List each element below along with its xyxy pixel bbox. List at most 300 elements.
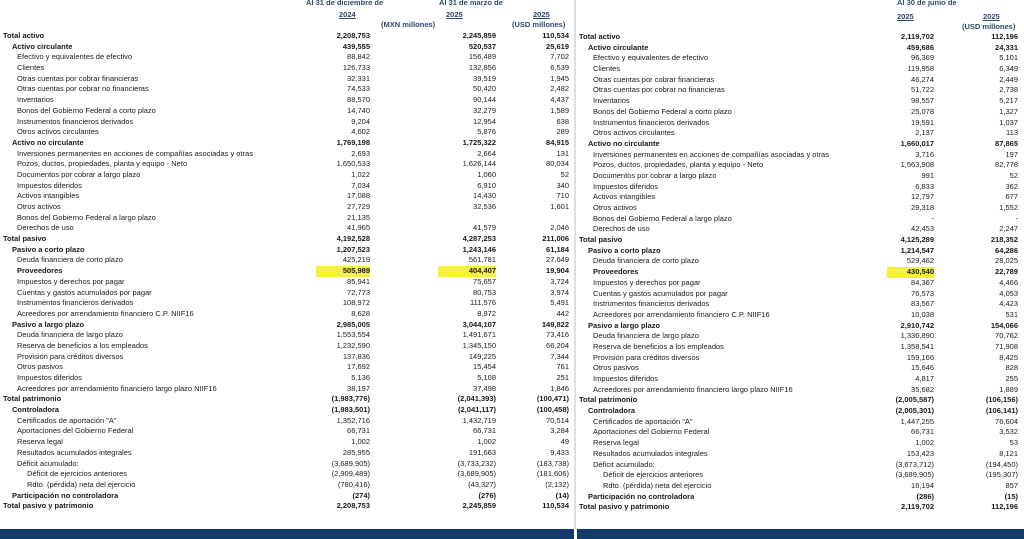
cell-mar-2025-usd: 66,204 (546, 340, 569, 350)
cell-jun-2025-mxn: 1,447,255 (900, 416, 934, 426)
cell-mar-2025-usd: (181,606) (536, 469, 569, 479)
table-row (576, 150, 1024, 161)
table-row (576, 85, 1024, 96)
cell-jun-2025-mxn: (3,689,905) (895, 470, 934, 480)
cell-jun-2025-mxn: 96,369 (911, 53, 934, 63)
cell-mar-2025-mxn: 5,876 (477, 127, 496, 137)
table-row (0, 149, 576, 160)
row-label: Total activo (3, 31, 45, 40)
cell-dec-2024-mxn: (2,909,489) (331, 469, 370, 479)
cell-mar-2025-usd: 2,482 (550, 84, 569, 94)
cell-jun-2025-usd: (106,141) (985, 406, 1018, 416)
table-row (576, 395, 1024, 406)
header-mar-title: Al 31 de marzo de (439, 0, 503, 7)
table-row (0, 245, 576, 256)
cell-jun-2025-usd: 1,327 (999, 106, 1018, 116)
cell-mar-2025-usd: 1,945 (550, 73, 569, 83)
cell-mar-2025-usd: 70,514 (546, 415, 569, 425)
table-row (0, 31, 576, 42)
cell-jun-2025-usd: 857 (1005, 480, 1018, 490)
cell-mar-2025-usd: 340 (556, 180, 569, 190)
cell-jun-2025-mxn: 1,358,541 (900, 341, 934, 351)
cell-jun-2025-usd: 76,604 (995, 416, 1018, 426)
row-label: Deuda financiera de largo plazo (17, 330, 123, 340)
cell-jun-2025-usd: (15) (1004, 491, 1018, 501)
header-usd-unit: (USD millones) (962, 22, 1016, 31)
cell-mar-2025-mxn: 1,243,146 (462, 244, 496, 254)
row-label: Activos intangibles (593, 192, 656, 202)
cell-dec-2024-mxn: (274) (352, 490, 370, 500)
cell-dec-2024-mxn: 108,972 (342, 298, 370, 308)
cell-mar-2025-usd: 6,539 (550, 63, 569, 73)
cell-dec-2024-mxn: 66,731 (347, 426, 370, 436)
row-label: Impuestos y derechos por pagar (593, 277, 701, 287)
row-label: Reserva legal (593, 438, 639, 448)
cell-dec-2024-mxn: 41,965 (347, 223, 370, 233)
row-label: Otras cuentas por cobrar no financieras (17, 84, 149, 94)
cell-jun-2025-mxn: 83,567 (911, 299, 934, 309)
footer-bar (0, 529, 1024, 539)
table-row (576, 481, 1024, 492)
table-row (0, 437, 576, 448)
cell-jun-2025-mxn: (3,673,712) (895, 459, 934, 469)
cell-mar-2025-usd: 2,046 (550, 223, 569, 233)
table-row (0, 138, 576, 149)
row-label: Efectivo y equivalentes de efectivo (17, 52, 133, 62)
table-row (0, 298, 576, 309)
header-year-2025-mxn: 2025 (446, 10, 463, 19)
cell-jun-2025-usd: 677 (1005, 192, 1018, 202)
cell-mar-2025-mxn: 2,245,859 (462, 31, 496, 40)
cell-jun-2025-usd: 64,286 (995, 245, 1018, 255)
row-label: Déficit de ejercicios anteriores (603, 470, 704, 480)
cell-jun-2025-usd: 1,552 (999, 203, 1018, 212)
cell-jun-2025-mxn: 4,817 (915, 374, 934, 383)
cell-jun-2025-usd: 8,121 (999, 448, 1018, 458)
row-label: Instrumentos financieros derivados (17, 116, 134, 126)
table-row (0, 501, 576, 512)
cell-mar-2025-mxn: 111,576 (470, 298, 496, 308)
table-row (0, 181, 576, 192)
cell-dec-2024-mxn: 17,692 (347, 362, 370, 372)
cell-jun-2025-usd: 255 (1005, 374, 1018, 383)
row-label: Otras cuentas por cobrar financieras (17, 73, 139, 83)
cell-dec-2024-mxn: 14,740 (347, 105, 370, 115)
cell-mar-2025-mxn: 90,144 (473, 95, 496, 105)
cell-jun-2025-usd: 24,331 (995, 42, 1018, 52)
cell-jun-2025-usd: 52 (1009, 170, 1018, 180)
row-label: Activo circulante (12, 41, 73, 51)
cell-mar-2025-mxn: 191,663 (468, 447, 496, 457)
cell-mar-2025-mxn: 75,657 (473, 276, 496, 286)
table-row (0, 106, 576, 117)
footer-gap (574, 529, 577, 539)
row-label: Impuestos y derechos por pagar (17, 276, 125, 286)
row-label: Provisión para créditos diversos (17, 351, 124, 361)
right-table-body (576, 32, 1024, 513)
row-label: Efectivo y equivalentes de efectivo (593, 53, 709, 63)
table-row (0, 491, 576, 502)
cell-mar-2025-mxn: 2,664 (477, 148, 496, 158)
row-label: Impuestos diferidos (593, 374, 659, 383)
cell-jun-2025-mxn: 46,274 (911, 74, 934, 84)
row-label: Aportaciones del Gobierno Federal (593, 427, 710, 437)
row-label: Activo circulante (588, 42, 649, 52)
table-row (576, 53, 1024, 64)
row-label: Total patrimonio (3, 394, 62, 404)
row-label: Otras cuentas por cobrar financieras (593, 74, 715, 84)
table-row (576, 139, 1024, 150)
cell-jun-2025-usd: 154,066 (990, 320, 1018, 330)
table-row (576, 256, 1024, 267)
table-row (576, 246, 1024, 257)
cell-dec-2024-mxn: 2,208,753 (336, 501, 370, 511)
row-label: Otros activos (593, 203, 637, 212)
row-label: Pasivo a corto plazo (588, 245, 661, 255)
cell-dec-2024-mxn: (3,689,905) (331, 458, 370, 468)
cell-jun-2025-usd: 531 (1005, 309, 1018, 319)
cell-mar-2025-usd: 131 (556, 148, 569, 158)
cell-jun-2025-usd: 22,789 (995, 267, 1018, 277)
cell-mar-2025-mxn: (2,041,117) (458, 405, 496, 415)
table-row (0, 320, 576, 331)
table-row (576, 331, 1024, 342)
cell-mar-2025-mxn: 41,579 (473, 223, 496, 233)
row-label: Bonos del Gobierno Federal a largo plazo (17, 212, 156, 222)
cell-mar-2025-mxn: (43,327) (468, 479, 496, 489)
row-label: Bonos del Gobierno Federal a corto plazo (593, 106, 732, 116)
table-row (576, 406, 1024, 417)
cell-mar-2025-usd: 710 (556, 191, 569, 201)
cell-dec-2024-mxn: 88,842 (347, 52, 370, 62)
cell-dec-2024-mxn: 88,570 (347, 95, 370, 105)
table-row (576, 224, 1024, 235)
cell-jun-2025-usd: 4,423 (999, 299, 1018, 309)
header-year-2025-usd: 2025 (983, 12, 1000, 21)
cell-jun-2025-mxn: 1,563,908 (900, 160, 934, 170)
cell-mar-2025-mxn: 1,725,322 (462, 137, 496, 147)
cell-jun-2025-usd: 362 (1005, 181, 1018, 191)
cell-dec-2024-mxn: 505,989 (316, 266, 370, 277)
row-label: Cuentas y gastos acumulados por pagar (593, 288, 728, 298)
cell-mar-2025-mxn: 6,910 (477, 180, 496, 190)
cell-jun-2025-mxn: 2,910,742 (900, 320, 934, 330)
cell-mar-2025-mxn: 1,060 (477, 169, 496, 179)
cell-mar-2025-mxn: 2,245,859 (462, 501, 496, 511)
row-label: Activos intangibles (17, 191, 80, 201)
cell-mar-2025-usd: 1,601 (550, 202, 569, 211)
row-label: Otros pasivos (593, 363, 639, 373)
table-row (576, 289, 1024, 300)
cell-dec-2024-mxn: 425,219 (342, 255, 370, 265)
row-label: Pasivo a corto plazo (12, 244, 85, 254)
row-label: Inversiones permanentes en acciones de compañías asociadas y otras (17, 148, 253, 158)
cell-dec-2024-mxn: 1,022 (351, 169, 370, 179)
cell-jun-2025-usd: 113 (1006, 128, 1018, 138)
table-row (0, 127, 576, 138)
cell-jun-2025-mxn: (2,005,587) (895, 395, 934, 405)
table-row (0, 159, 576, 170)
cell-mar-2025-mxn: 15,454 (473, 362, 496, 372)
cell-jun-2025-usd: 828 (1005, 363, 1018, 373)
table-row (576, 128, 1024, 139)
cell-dec-2024-mxn: 1,650,533 (336, 159, 370, 169)
cell-dec-2024-mxn: 74,533 (347, 84, 370, 94)
table-row (0, 362, 576, 373)
cell-mar-2025-usd: 3,724 (550, 276, 569, 286)
row-label: Otros activos circulantes (17, 127, 99, 137)
cell-jun-2025-mxn: (286) (916, 491, 934, 501)
row-label: Otros activos circulantes (593, 128, 675, 138)
cell-jun-2025-mxn: 991 (921, 170, 934, 180)
cell-mar-2025-usd: 1,846 (550, 383, 569, 393)
cell-jun-2025-usd: 218,352 (990, 235, 1018, 245)
table-row (0, 459, 576, 470)
cell-mar-2025-mxn: 1,432,719 (462, 415, 496, 425)
cell-dec-2024-mxn: (780,416) (337, 479, 370, 489)
table-row (0, 255, 576, 266)
row-label: Provisión para créditos diversos (593, 352, 700, 362)
row-label: Reserva legal (17, 437, 63, 447)
cell-dec-2024-mxn: 1,352,716 (336, 415, 370, 425)
cell-mar-2025-usd: 110,534 (542, 501, 569, 511)
row-label: Documentos por cobrar a largo plazo (17, 169, 141, 179)
cell-dec-2024-mxn: 17,088 (347, 191, 370, 201)
cell-jun-2025-mxn: 42,453 (911, 224, 934, 234)
table-row (0, 42, 576, 53)
row-label: Reserva de beneficios a los empleados (593, 341, 724, 351)
cell-jun-2025-mxn: 76,573 (911, 288, 934, 298)
table-row (0, 95, 576, 106)
cell-jun-2025-mxn: 66,731 (911, 427, 934, 437)
row-label: Aportaciones del Gobierno Federal (17, 426, 134, 436)
cell-dec-2024-mxn: 5,136 (351, 373, 370, 382)
table-row (576, 374, 1024, 385)
table-row (0, 405, 576, 416)
table-row (0, 84, 576, 95)
row-label: Otros pasivos (17, 362, 63, 372)
cell-jun-2025-usd: (194,450) (985, 459, 1018, 469)
cell-dec-2024-mxn: 2,985,005 (336, 319, 370, 329)
cell-dec-2024-mxn: 32,331 (347, 73, 370, 83)
row-label: Certificados de aportación "A" (593, 416, 693, 426)
cell-jun-2025-usd: 4,053 (999, 288, 1018, 298)
table-row (576, 385, 1024, 396)
row-label: Proveedores (17, 266, 63, 276)
cell-mar-2025-mxn: 39,519 (473, 73, 496, 83)
table-row (0, 266, 576, 277)
row-label: Total pasivo y patrimonio (579, 502, 670, 512)
table-row (0, 223, 576, 234)
cell-mar-2025-mxn: 132,856 (468, 63, 496, 73)
table-row (0, 330, 576, 341)
cell-jun-2025-mxn: 15,646 (911, 363, 934, 373)
cell-jun-2025-usd: 5,217 (999, 96, 1018, 106)
cell-jun-2025-usd: 87,865 (995, 138, 1018, 148)
cell-jun-2025-mxn: 12,797 (911, 192, 934, 202)
cell-dec-2024-mxn: 38,197 (347, 383, 370, 393)
table-row (576, 118, 1024, 129)
table-row (576, 299, 1024, 310)
cell-dec-2024-mxn: 72,773 (347, 287, 370, 297)
cell-jun-2025-usd: 2,247 (999, 224, 1018, 234)
row-label: Participación no controladora (12, 490, 119, 500)
cell-jun-2025-usd: 71,908 (995, 341, 1018, 351)
cell-dec-2024-mxn: 2,693 (351, 148, 370, 158)
cell-dec-2024-mxn: 8,628 (351, 308, 370, 318)
cell-jun-2025-mxn: 1,660,017 (900, 138, 934, 148)
table-row (576, 64, 1024, 75)
row-label: Resultados acumulados integrales (593, 448, 708, 458)
table-row (0, 341, 576, 352)
cell-jun-2025-usd: 112,196 (991, 502, 1018, 512)
table-row (0, 191, 576, 202)
balance-sheet-right-panel (576, 0, 1024, 539)
cell-mar-2025-mxn: 3,044,107 (462, 319, 496, 329)
cell-mar-2025-usd: 4,437 (550, 95, 569, 105)
header-jun-title: Al 30 de junio de (897, 0, 957, 7)
cell-jun-2025-mxn: 4,125,289 (900, 235, 934, 245)
row-label: Activo no circulante (588, 138, 660, 148)
cell-jun-2025-mxn: 19,591 (911, 117, 934, 127)
cell-jun-2025-usd: 3,532 (999, 427, 1018, 437)
cell-jun-2025-usd: 112,196 (991, 32, 1018, 41)
table-row (576, 417, 1024, 428)
table-row (576, 470, 1024, 481)
table-row (576, 75, 1024, 86)
cell-mar-2025-mxn: 32,279 (473, 105, 496, 115)
cell-mar-2025-mxn: 14,430 (473, 191, 496, 201)
cell-mar-2025-mxn: 66,731 (473, 426, 496, 436)
table-row (576, 235, 1024, 246)
row-label: Otros activos (17, 202, 61, 211)
row-label: Activo no circulante (12, 137, 84, 147)
row-label: Acreedores por arrendamiento financiero largo plazo NIIF16 (593, 384, 793, 394)
table-row (576, 214, 1024, 225)
cell-jun-2025-mxn: 529,462 (906, 256, 934, 266)
table-row (0, 469, 576, 480)
cell-mar-2025-usd: 3,974 (550, 287, 569, 297)
row-label: Pozos, ductos, propiedades, planta y equipo - Neto (17, 159, 188, 169)
cell-mar-2025-usd: (100,471) (536, 394, 569, 404)
row-label: Deuda financiera de largo plazo (593, 331, 699, 341)
cell-jun-2025-mxn: 2,119,702 (901, 502, 934, 512)
cell-mar-2025-mxn: (2,041,393) (457, 394, 496, 404)
row-label: Total pasivo y patrimonio (3, 501, 94, 511)
cell-jun-2025-usd: (106,156) (985, 395, 1018, 405)
cell-mar-2025-usd: 49 (560, 437, 569, 447)
table-row (576, 363, 1024, 374)
row-label: Déficit acumulado: (593, 459, 655, 469)
cell-jun-2025-mxn: 159,166 (906, 352, 934, 362)
table-row (576, 267, 1024, 278)
cell-jun-2025-usd: 28,025 (995, 256, 1018, 266)
cell-mar-2025-usd: 80,034 (546, 159, 569, 169)
table-row (576, 203, 1024, 214)
cell-mar-2025-usd: 638 (556, 116, 569, 126)
table-row (0, 52, 576, 63)
cell-jun-2025-mxn: 459,686 (906, 42, 934, 52)
table-row (0, 394, 576, 405)
cell-mar-2025-usd: (183,738) (536, 458, 569, 468)
row-label: Impuestos diferidos (17, 373, 83, 382)
row-label: Certificados de aportación "A" (17, 415, 117, 425)
cell-dec-2024-mxn: 1,232,590 (336, 340, 370, 350)
table-row (576, 32, 1024, 43)
cell-mar-2025-usd: 19,904 (546, 266, 569, 276)
cell-dec-2024-mxn: 27,729 (347, 202, 370, 211)
row-label: Rdto. (pérdida) neta del ejercicio (603, 480, 712, 490)
cell-mar-2025-usd: 3,284 (550, 426, 569, 436)
cell-dec-2024-mxn: 1,207,523 (336, 244, 370, 254)
cell-jun-2025-mxn: 10,038 (911, 309, 934, 319)
cell-jun-2025-mxn: 25,078 (911, 106, 934, 116)
cell-jun-2025-mxn: 16,194 (911, 480, 934, 490)
cell-jun-2025-mxn: 153,423 (906, 448, 934, 458)
row-label: Clientes (17, 63, 45, 73)
cell-jun-2025-usd: 82,778 (995, 160, 1018, 170)
cell-mar-2025-usd: 5,491 (550, 298, 569, 308)
row-label: Déficit acumulado: (17, 458, 79, 468)
row-label: Participación no controladora (588, 491, 695, 501)
cell-dec-2024-mxn: 1,553,554 (336, 330, 370, 340)
table-row (0, 170, 576, 181)
cell-dec-2024-mxn: 4,602 (351, 127, 370, 137)
table-row (576, 460, 1024, 471)
cell-dec-2024-mxn: 21,135 (347, 212, 370, 222)
row-label: Pozos, ductos, propiedades, planta y equipo - Neto (593, 160, 764, 170)
row-label: Instrumentos financieros derivados (17, 298, 134, 308)
row-label: Controladora (12, 405, 60, 415)
row-label: Controladora (588, 406, 636, 416)
row-label: Instrumentos financieros derivados (593, 117, 710, 127)
cell-mar-2025-mxn: 5,108 (477, 373, 496, 382)
cell-dec-2024-mxn: 285,955 (342, 447, 370, 457)
row-label: Inventarios (593, 96, 630, 106)
cell-jun-2025-mxn: 2,137 (915, 128, 934, 138)
cell-mar-2025-mxn: 1,345,150 (462, 340, 496, 350)
cell-jun-2025-mxn: 6,833 (915, 181, 934, 191)
header-dec-title: Al 31 de diciembre de (306, 0, 384, 7)
cell-jun-2025-usd: 5,101 (999, 53, 1018, 63)
cell-mar-2025-mxn: 4,287,253 (462, 234, 496, 244)
row-label: Rdto. (pérdida) neta del ejercicio (27, 479, 136, 489)
cell-jun-2025-mxn: 1,336,890 (900, 331, 934, 341)
cell-dec-2024-mxn: 85,941 (347, 276, 370, 286)
header-year-2025-usd: 2025 (533, 10, 550, 19)
table-row (576, 278, 1024, 289)
table-row (576, 492, 1024, 503)
cell-mar-2025-usd: 289 (556, 127, 569, 137)
cell-mar-2025-mxn: 1,626,144 (462, 159, 496, 169)
table-row (576, 427, 1024, 438)
row-label: Clientes (593, 64, 621, 74)
cell-mar-2025-mxn: 8,972 (477, 308, 496, 318)
table-row (576, 342, 1024, 353)
cell-mar-2025-mxn: 404,407 (438, 266, 496, 277)
cell-dec-2024-mxn: (1,983,501) (331, 405, 370, 415)
cell-jun-2025-mxn: 430,540 (887, 267, 934, 278)
cell-jun-2025-mxn: 29,318 (911, 203, 934, 212)
cell-dec-2024-mxn: 2,208,753 (336, 31, 370, 40)
row-label: Pasivo a largo plazo (12, 319, 85, 329)
table-row (576, 321, 1024, 332)
cell-jun-2025-mxn: (2,005,301) (895, 406, 934, 416)
cell-mar-2025-usd: 211,006 (542, 234, 569, 244)
cell-jun-2025-usd: 70,762 (995, 331, 1018, 341)
cell-mar-2025-usd: 110,534 (542, 31, 569, 40)
cell-mar-2025-mxn: 50,420 (473, 84, 496, 94)
